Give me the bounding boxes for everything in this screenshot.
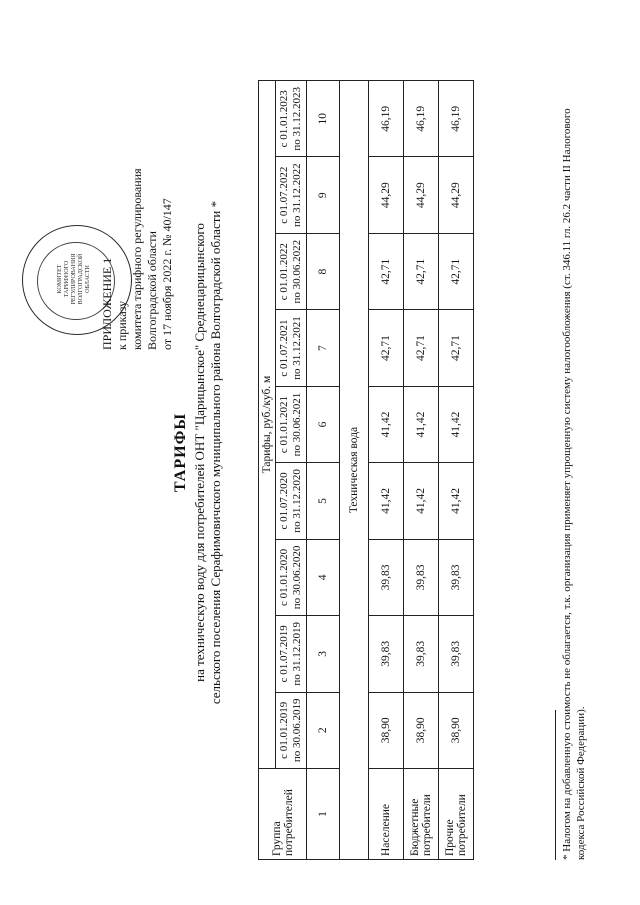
period-header: с 01.07.2020 по 31.12.2020 (276, 463, 307, 539)
column-number: 4 (307, 539, 340, 615)
tariff-value: 44,29 (439, 157, 474, 233)
document-heading (172, 0, 224, 905)
tariff-value: 39,83 (369, 539, 404, 615)
period-header: с 01.01.2021 по 30.06.2021 (276, 386, 307, 462)
consumer-group: Прочие потребители (439, 769, 474, 860)
tariff-value: 41,42 (369, 386, 404, 462)
tariff-value: 46,19 (404, 81, 439, 158)
tariff-value: 38,90 (369, 692, 404, 768)
tariff-value: 41,42 (369, 463, 404, 539)
table-row (369, 81, 404, 860)
appendix-line: Волгоградской области (145, 231, 159, 350)
appendix-line: к приказу (115, 300, 129, 350)
tariff-value: 41,42 (404, 386, 439, 462)
consumer-group: Бюджетные потребители (404, 769, 439, 860)
column-number: 3 (307, 616, 340, 692)
seal-text (57, 244, 92, 314)
document-subtitle-line: сельского поселения Серафимовичского муниципального района Волгоградской области * (208, 200, 223, 705)
column-number: 6 (307, 386, 340, 462)
tariff-value: 42,71 (404, 233, 439, 309)
footnote: * Налогом на добавленную стоимость не облагается, т.к. организация применяет упрощенную систему налогообложения (ст. 346.11 гл. 26.2 части II Налогового кодекса Российской Федерации). (561, 108, 587, 860)
seal-line: ТАРИФНОГО (64, 260, 70, 298)
tariff-value: 38,90 (404, 692, 439, 768)
column-number: 10 (307, 81, 340, 158)
column-number: 9 (307, 157, 340, 233)
appendix-line: комитета тарифного регулирования (130, 168, 144, 350)
group-header: Группа потребителей (259, 769, 307, 860)
period-header-row (276, 81, 307, 860)
period-header: с 01.01.2020 по 30.06.2020 (276, 539, 307, 615)
tariff-header: Тарифы, руб./куб. м (259, 81, 276, 769)
column-number-row (307, 81, 340, 860)
footnote-divider (555, 710, 556, 860)
seal-line: ВОЛГОГРАДСКОЙ (78, 253, 84, 305)
document-title: ТАРИФЫ (172, 412, 189, 493)
tariff-value: 41,42 (439, 386, 474, 462)
tariff-value: 41,42 (404, 463, 439, 539)
tariff-value: 41,42 (439, 463, 474, 539)
consumer-group: Население (369, 769, 404, 860)
period-header: с 01.07.2022 по 31.12.2022 (276, 157, 307, 233)
tariff-value: 42,71 (369, 310, 404, 386)
column-number: 5 (307, 463, 340, 539)
period-header: с 01.01.2019 по 30.06.2019 (276, 692, 307, 768)
seal-line: ОБЛАСТИ (85, 265, 91, 293)
column-number: 8 (307, 233, 340, 309)
table-row (404, 81, 439, 860)
appendix-title: ПРИЛОЖЕНИЕ 1 (100, 257, 114, 350)
appendix-reference (100, 90, 175, 350)
appendix-order-number: от 17 ноября 2022 г. № 40/147 (160, 198, 174, 350)
tariff-value: 42,71 (369, 233, 404, 309)
tariff-value: 39,83 (439, 616, 474, 692)
seal-line: КОМИТЕТ (57, 264, 63, 294)
tariff-value: 42,71 (439, 310, 474, 386)
tariff-value: 44,29 (404, 157, 439, 233)
tariff-value: 42,71 (404, 310, 439, 386)
tariff-value: 39,83 (404, 616, 439, 692)
tariff-value: 39,83 (439, 539, 474, 615)
tariff-value: 39,83 (404, 539, 439, 615)
document-subtitle-line: на техническую воду для потребителей ОНТ "Царицынское" Среднецарицынского (192, 223, 207, 682)
tariff-value: 46,19 (369, 81, 404, 158)
tariff-value: 46,19 (439, 81, 474, 158)
tariff-value: 38,90 (439, 692, 474, 768)
seal-line: РЕГУЛИРОВАНИЯ (71, 253, 77, 305)
tariff-value: 39,83 (369, 616, 404, 692)
column-number: 7 (307, 310, 340, 386)
column-number: 1 (307, 769, 340, 860)
table-header-row (259, 81, 276, 860)
period-header: с 01.07.2021 по 31.12.2021 (276, 310, 307, 386)
column-number: 2 (307, 692, 340, 768)
period-header: с 01.01.2023 по 31.12.2023 (276, 81, 307, 158)
section-title: Техническая вода (340, 81, 369, 860)
tariff-table (258, 80, 474, 860)
table-row (439, 81, 474, 860)
tariff-value: 44,29 (369, 157, 404, 233)
period-header: с 01.07.2019 по 31.12.2019 (276, 616, 307, 692)
section-row (340, 81, 369, 860)
period-header: с 01.01.2022 по 30.06.2022 (276, 233, 307, 309)
tariff-value: 42,71 (439, 233, 474, 309)
